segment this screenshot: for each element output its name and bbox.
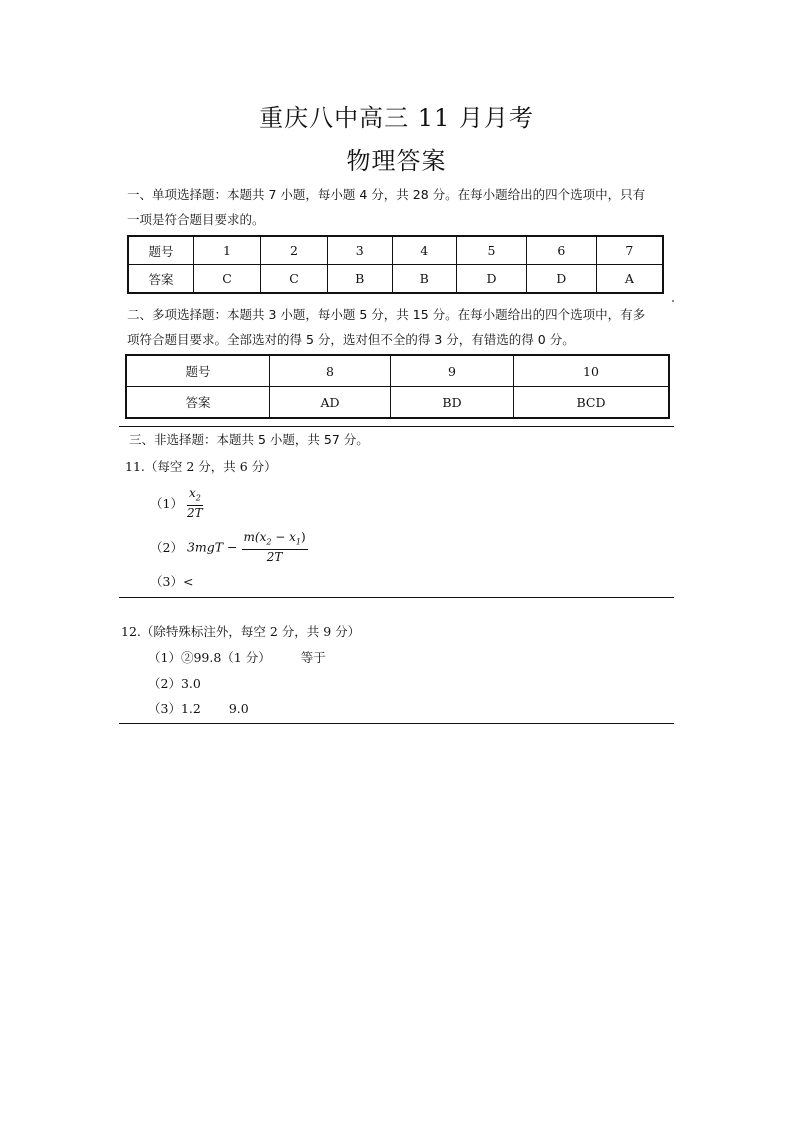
question-number: 1 xyxy=(194,236,261,265)
scan-mark xyxy=(672,300,674,302)
section2-intro xyxy=(127,302,672,352)
question-number: 7 xyxy=(596,236,663,265)
answer-subtitle: 物理答案 xyxy=(346,147,447,175)
q11-part2-label: （2） xyxy=(150,540,183,556)
answer-cell: BCD xyxy=(514,387,670,419)
multiple-choice-answer-table xyxy=(125,354,670,419)
section1-intro-line2: 一项是符合题目要求的。 xyxy=(127,212,265,227)
q12-part1 xyxy=(148,648,326,666)
section2-intro-line1: 二、多项选择题：本题共 3 小题，每小题 5 分，共 15 分。在每小题给出的四个选项中，有多 xyxy=(127,307,646,322)
q11-part2-fraction xyxy=(242,530,308,564)
answer-cell: D xyxy=(457,265,527,294)
q11-part2 xyxy=(150,530,308,564)
answer-cell: C xyxy=(261,265,328,294)
q12-part1-answer-b: 等于 xyxy=(300,650,326,665)
question-number: 8 xyxy=(270,355,391,387)
q11-header: 11.（每空 2 分，共 6 分） xyxy=(125,459,277,474)
answer-cell: A xyxy=(596,265,663,294)
question-number: 10 xyxy=(514,355,670,387)
question-number: 5 xyxy=(457,236,527,265)
table-row xyxy=(128,265,663,294)
single-choice-answer-table xyxy=(127,235,664,294)
q12-part3 xyxy=(148,699,249,717)
row-header-answer: 答案 xyxy=(128,265,194,294)
q11-part1 xyxy=(150,486,203,520)
answer-cell: B xyxy=(328,265,393,294)
q11-part1-num-var: x xyxy=(188,486,196,500)
table-row xyxy=(126,355,669,387)
q11-part2-den: 2T xyxy=(266,550,283,565)
table-row xyxy=(126,387,669,419)
table-row xyxy=(128,236,663,265)
answer-cell: B xyxy=(392,265,457,294)
question-number: 6 xyxy=(526,236,596,265)
question-number: 2 xyxy=(261,236,328,265)
exam-title: 重庆八中高三 11 月月考 xyxy=(259,104,534,132)
q11-part2-num-sub2: 2 xyxy=(266,537,272,547)
row-header-answer: 答案 xyxy=(126,387,270,419)
divider xyxy=(119,597,674,598)
answer-cell: C xyxy=(194,265,261,294)
q11-part2-expr: 3mgT − xyxy=(186,539,238,555)
section3-intro: 三、非选择题：本题共 5 小题，共 57 分。 xyxy=(129,432,369,447)
q11-part1-num-sub: 2 xyxy=(195,493,201,503)
q12-part3-answer-b: 9.0 xyxy=(228,701,249,716)
row-header-question: 题号 xyxy=(126,355,270,387)
question-number: 3 xyxy=(328,236,393,265)
q12-part3-answer-a: （3）1.2 xyxy=(148,701,201,716)
q11-part2-num-close: ) xyxy=(300,530,306,544)
q12-part2: （2）3.0 xyxy=(148,676,201,691)
row-header-question: 题号 xyxy=(128,236,194,265)
section2-intro-line2: 项符合题目要求。全部选对的得 5 分，选对但不全的得 3 分，有错选的得 0 分。 xyxy=(127,332,575,347)
q11-part1-fraction xyxy=(187,486,203,520)
answer-cell: D xyxy=(526,265,596,294)
section1-intro xyxy=(127,182,667,232)
q11-part1-den: 2T xyxy=(187,506,203,521)
divider xyxy=(119,723,674,724)
section1-intro-line1: 一、单项选择题：本题共 7 小题，每小题 4 分，共 28 分。在每小题给出的四个选项中，只有 xyxy=(127,187,646,202)
answer-cell: BD xyxy=(391,387,514,419)
q11-part2-num-b: − x xyxy=(271,530,296,544)
question-number: 9 xyxy=(391,355,514,387)
question-number: 4 xyxy=(392,236,457,265)
q11-part1-label: （1） xyxy=(150,496,183,512)
q11-part2-num-a: m(x xyxy=(243,530,267,544)
q11-part3: （3）< xyxy=(150,574,194,589)
answer-cell: AD xyxy=(270,387,391,419)
q11-part2-num-sub1: 1 xyxy=(295,537,301,547)
q12-part1-answer: （1）②99.8（1 分） xyxy=(148,650,271,665)
q12-header: 12.（除特殊标注外，每空 2 分，共 9 分） xyxy=(121,624,361,639)
